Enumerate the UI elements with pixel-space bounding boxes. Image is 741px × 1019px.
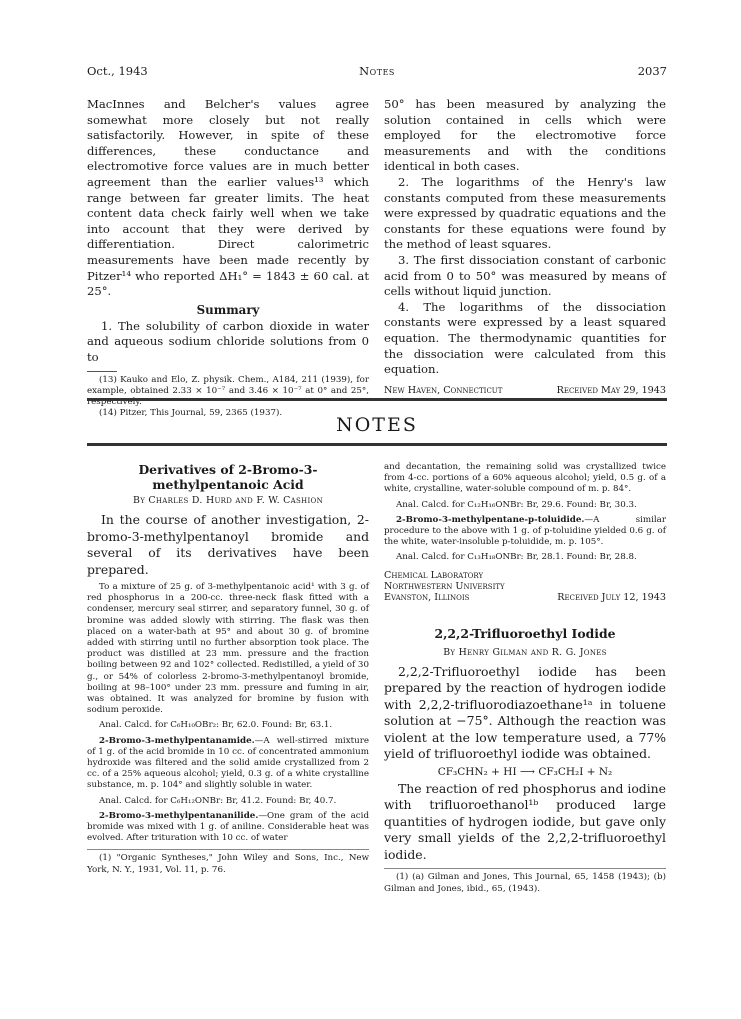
article-1-amide-paragraph [87, 736, 369, 792]
header-date: Oct., 1943 [87, 64, 148, 78]
article-2-paragraph-2: The reaction of red phosphorus and iodine with trifluoroethanol¹ᵇ produced large quantities of hydrogen iodide, but gave only very small yields of the 2,2,2-trifluoroethyl iodide. [384, 780, 666, 862]
notes-section-heading: NOTES [336, 414, 418, 436]
article-1-toluidide-paragraph [384, 515, 666, 549]
article-1-byline: By Charles D. Hurd and F. W. Cashion [133, 495, 323, 506]
article-1-right-column [384, 462, 666, 895]
footnote-13: (13) Kauko and Elo, Z. physik. Chem., A184, 211 (1939), for example, obtained 2.33 × 10⁻⁷ and 3.46 × 10⁻⁷ at 0° and 25°, respectively. [87, 374, 369, 407]
previous-article-left-column [87, 97, 369, 419]
discussion-paragraph: MacInnes and Belcher's values agree somewhat more closely but not really satisfactorily. However, in spite of these differences, these conductance and electromotive force values are in much better agreement than the earlier values¹³ which range between far greater limits. The heat content data check fairly well when we take into account that they were derived by differentiation. Direct calorimetric measurements have been made recently by Pitzer¹⁴ who reported ΔH₁° = 1843 ± 60 cal. at 25°. [87, 97, 369, 299]
article-2-footnote-1: (1) (a) Gilman and Jones, This Journal, 65, 1458 (1943); (b) Gilman and Jones, ibid., 65, (1943). [384, 872, 666, 894]
article-1-left-column [87, 462, 369, 876]
article-signature [384, 385, 666, 396]
article-1-received-date: Received July 12, 1943 [557, 592, 666, 604]
signature-received-date: Received May 29, 1943 [556, 384, 666, 396]
reaction-equation: CF₃CHN₂ + HI ⟶ CF₃CH₂I + N₂ [437, 765, 613, 778]
running-header [87, 64, 667, 80]
article-1-continued: and decantation, the remaining solid was crystallized twice from 4-cc. portions of a 60% aqueous alcohol; yield, 0.5 g. of a white, crystalline, water-soluble compound of m. p. 84°. [384, 462, 666, 495]
toluidide-text: —A similar procedure to the above with 1 g. of p-toluidine yielded 0.6 g. of the white, water-insoluble p-toluidide, m. p. 105°. [384, 514, 666, 548]
article-1-analysis-4: Anal. Calcd. for C₁₃H₁₈ONBr: Br, 28.1. Found: Br, 28.8. [396, 552, 637, 563]
summary-item-1: 1. The solubility of carbon dioxide in water and aqueous sodium chloride solutions from 0 to [87, 318, 369, 364]
article-2-byline: By Henry Gilman and R. G. Jones [443, 646, 607, 658]
amide-text: —A well-stirred mixture of 1 g. of the acid bromide in 10 cc. of concentrated ammonium hydroxide was filtered and the solid amide crystallized from 2 cc. of a 25% aqueous alcohol; yield, 0.3 g. of a white crystalline substance, m. p. 104° and slightly soluble in water. [87, 735, 369, 791]
summary-item-2: 2. The logarithms of the Henry's law constants computed from these measurements were expressed by quadratic equations and the constants for these equations were found by the method of least squares. [384, 174, 666, 252]
notes-rule-bottom [87, 443, 667, 446]
notes-rule-top [87, 398, 667, 401]
header-page-number: 2037 [637, 64, 667, 78]
address-line-2: Northwestern University [384, 581, 505, 593]
summary-item-1-continued: 50° has been measured by analyzing the solution contained in cells which were employed for the electromotive force measurements and with the conditions identical in both cases. [384, 97, 666, 174]
article-1-footnote-rule [87, 849, 369, 850]
article-1-title: Derivatives of 2-Bromo-3-methylpentanoic Acid [138, 462, 318, 492]
amide-run-in-heading: 2-Bromo-3-methylpentanamide. [99, 735, 255, 746]
article-2-paragraph-1: 2,2,2-Trifluoroethyl iodide has been prepared by the reaction of hydrogen iodide with 2,2,2-trifluorodiazoethane¹ᵃ in toluene solution at −75°. Although the reaction was violent at the low temperature used, a 77% yield of trifluoroethyl iodide was obtained. [384, 663, 666, 762]
anilide-run-in-heading: 2-Bromo-3-methylpentananilide. [99, 810, 259, 821]
summary-heading: Summary [196, 302, 260, 317]
article-2-title: 2,2,2-Trifluoroethyl Iodide [434, 625, 616, 641]
footnote-rule [87, 371, 117, 372]
footnote-14: (14) Pitzer, This Journal, 59, 2365 (1937). [99, 408, 283, 419]
address-line-3: Evanston, Illinois [384, 592, 470, 604]
article-2-footnote-rule [384, 868, 666, 869]
summary-item-3: 3. The first dissociation constant of carbonic acid from 0 to 50° was measured by means of cells without liquid junction. [384, 252, 666, 299]
header-section: Notes [359, 64, 395, 78]
previous-article-right-column [384, 97, 666, 396]
article-1-intro: In the course of another investigation, 2-bromo-3-methylpentanoyl bromide and several of its derivatives have been prepared. [87, 512, 369, 577]
article-1-anilide-paragraph [87, 811, 369, 845]
article-1-address [384, 570, 666, 604]
signature-location: New Haven, Connecticut [384, 384, 503, 396]
summary-item-4: 4. The logarithms of the dissociation constants were expressed by a least squared equation. The thermodynamic quantities for the dissociation were calculated from this equation. [384, 299, 666, 377]
article-1-analysis-3: Anal. Calcd. for C₁₂H₁₆ONBr: Br, 29.6. Found: Br, 30.3. [396, 499, 637, 510]
toluidide-run-in-heading: 2-Bromo-3-methylpentane-p-toluidide. [396, 514, 585, 525]
article-1-procedure: To a mixture of 25 g. of 3-methylpentanoic acid¹ with 3 g. of red phosphorus in a 200-cc. three-neck flask fitted with a condenser, mercury seal stirrer, and separatory funnel, 30 g. of bromine was added slowly with stirring. The flask was then placed on a water-bath at 95° and about 30 g. of bromine added with stirring until no further absorption took place. The product was distilled at 23 mm. pressure and the fraction boiling between 92 and 102° collected. Redistilled, a yield of 30 g., or 54% of colorless 2-bromo-3-methylpentanoyl bromide, boiling at 98–100° under 23 mm. pressure and fuming in air, was obtained. It was analyzed for bromine by fusion with sodium peroxide. [87, 582, 369, 716]
address-line-1: Chemical Laboratory [384, 569, 484, 581]
article-1-footnote-1: (1) "Organic Syntheses," John Wiley and Sons, Inc., New York, N. Y., 1931, Vol. 11, p. 76. [87, 853, 369, 875]
anilide-text: —One gram of the acid bromide was mixed with 1 g. of aniline. Considerable heat was evolved. After trituration with 10 cc. of water [87, 810, 369, 844]
article-1-analysis-1: Anal. Calcd. for C₆H₁₀OBr₂: Br, 62.0. Found: Br, 63.1. [99, 720, 333, 731]
article-1-analysis-2: Anal. Calcd. for C₆H₁₂ONBr: Br, 41.2. Found: Br, 40.7. [99, 795, 337, 806]
